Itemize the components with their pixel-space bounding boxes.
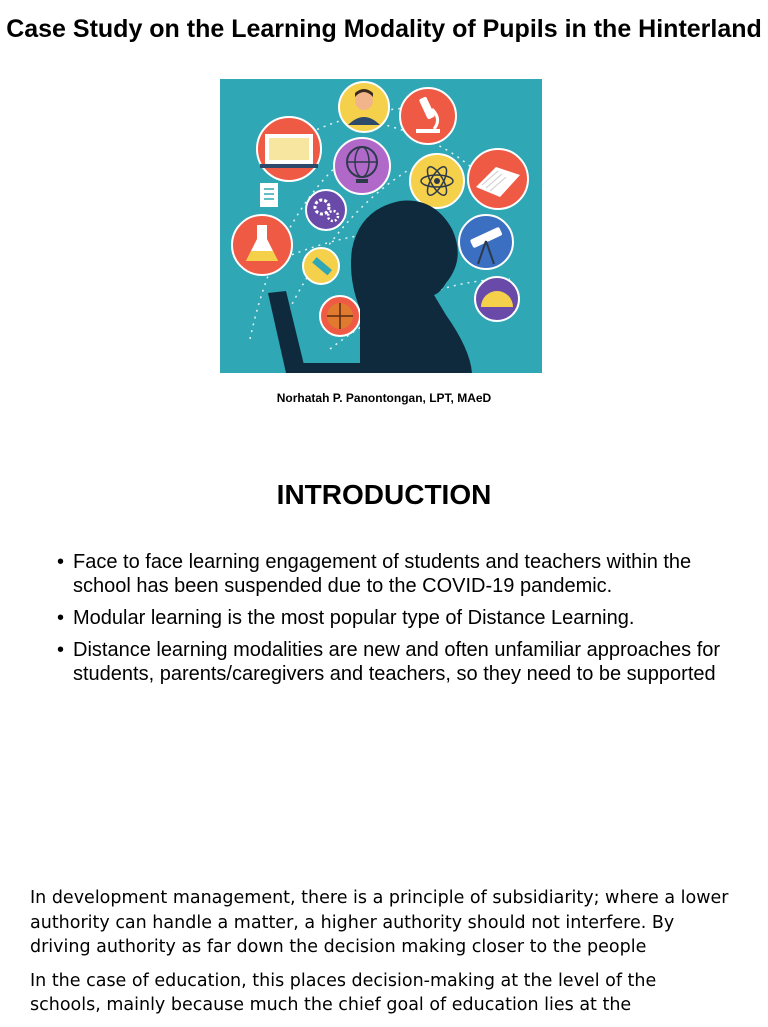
- list-item: • Distance learning modalities are new and often unfamiliar approaches for students, parents/caregivers and teachers, so they need to be supported: [57, 638, 737, 686]
- page-title: Case Study on the Learning Modality of Pupils in the Hinterland: [6, 15, 762, 43]
- document-icon: [260, 183, 278, 207]
- protractor-icon: [475, 277, 519, 321]
- author-name: Norhatah P. Panontongan, LPT, MAeD: [276, 391, 492, 405]
- microscope-icon: [400, 88, 456, 144]
- paragraph: In development management, there is a principle of subsidiarity; where a lower authority can handle a matter, a higher authority should not interfere. By driving authority as far down the decision making closer to the people: [30, 888, 729, 957]
- gears-icon: [306, 190, 346, 230]
- list-item: • Face to face learning engagement of students and teachers within the school has been suspended due to the COVID-19 pandemic.: [57, 550, 737, 598]
- atom-icon: [410, 154, 464, 208]
- pencil-icon: [303, 248, 339, 284]
- teacher-icon: [339, 82, 389, 132]
- telescope-icon: [459, 215, 513, 269]
- education-illustration: [220, 79, 542, 373]
- paragraph: In the case of education, this places decision-making at the level of the schools, mainly because much the chief goal of education lies at the: [30, 970, 657, 1015]
- book-icon: [468, 149, 528, 209]
- flask-icon: [232, 215, 292, 275]
- section-heading: INTRODUCTION: [276, 479, 492, 510]
- introduction-bullet-list: [57, 550, 737, 694]
- body-text: [30, 886, 730, 1027]
- list-item: • Modular learning is the most popular type of Distance Learning.: [57, 606, 737, 630]
- basketball-icon: [320, 296, 360, 336]
- laptop-icon: [257, 117, 321, 181]
- globe-icon: [334, 138, 390, 194]
